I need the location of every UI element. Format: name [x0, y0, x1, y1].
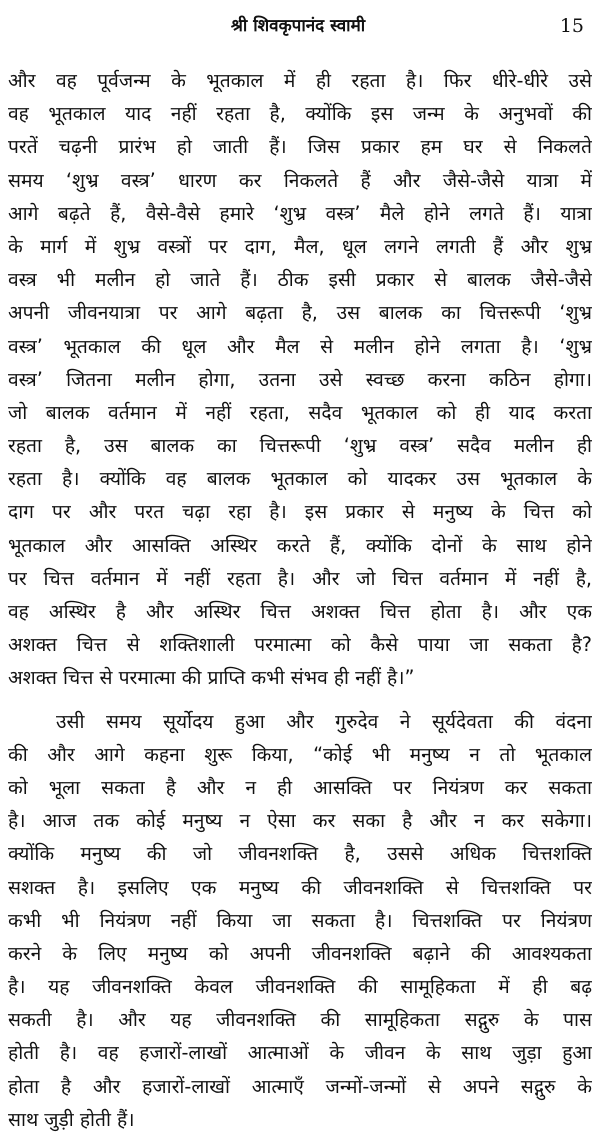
text-line: करने के लिए मनुष्य को अपनी जीवनशक्ति बढ़ाने की आवश्यकता	[8, 941, 592, 965]
text-line: दाग पर और परत चढ़ा रहा है। इस प्रकार से मनुष्य के चित्त को	[8, 500, 592, 524]
text-line: पर चित्त वर्तमान में नहीं रहता है। और जो चित्त वर्तमान में नहीं है,	[8, 566, 592, 590]
text-line: अशक्त चित्त से परमात्मा की प्राप्ति कभी संभव ही नहीं है।”	[8, 666, 415, 690]
text-line: वह भूतकाल याद नहीं रहता है, क्योंकि इस जन्म के अनुभवों की	[8, 102, 592, 126]
text-line: कभी भी नियंत्रण नहीं किया जा सकता है। चित्तशक्ति पर नियंत्रण	[8, 908, 592, 932]
body-text	[8, 64, 592, 1136]
text-line: भूतकाल और आसक्ति अस्थिर करते हैं, क्योंकि दोनों के साथ होने	[8, 533, 592, 557]
text-line: वस्त्र भी मलीन हो जाते हैं। ठीक इसी प्रकार से बालक जैसे-जैसे	[8, 268, 592, 292]
text-line: वस्त्र’ जितना मलीन होगा, उतना उसे स्वच्छ करना कठिन होगा।	[8, 367, 592, 391]
paragraph-2	[8, 705, 592, 1136]
text-line: सकती है। और यह जीवनशक्ति की सामूहिकता सद्गुरु के पास	[8, 1008, 592, 1032]
text-line: होता है और हजारों-लाखों आत्माएँ जन्मों-जन्मों से अपने सद्गुरु के	[8, 1074, 592, 1098]
text-line: अपनी जीवनयात्रा पर आगे बढ़ता है, उस बालक का चित्तरूपी ‘शुभ्र	[8, 301, 592, 325]
text-line: परतें चढ़नी प्रारंभ हो जाती हैं। जिस प्रकार हम घर से निकलते	[8, 135, 592, 159]
text-line: होती है। वह हजारों-लाखों आत्माओं के जीवन के साथ जुड़ा हुआ	[8, 1041, 592, 1065]
text-line: जो बालक वर्तमान में नहीं रहता, सदैव भूतकाल को ही याद करता	[8, 400, 592, 424]
text-line: उसी समय सूर्योदय हुआ और गुरुदेव ने सूर्यदेवता की वंदना	[56, 709, 592, 733]
text-line: को भूला सकता है और न ही आसक्ति पर नियंत्रण कर सकता	[8, 775, 592, 799]
text-line: क्योंकि मनुष्य की जो जीवनशक्ति है, उससे अधिक चित्तशक्ति	[8, 842, 592, 866]
text-line: है। आज तक कोई मनुष्य न ऐसा कर सका है और न कर सकेगा।	[8, 809, 592, 833]
text-line: आगे बढ़ते हैं, वैसे-वैसे हमारे ‘शुभ्र वस्त्र’ मैले होने लगते हैं। यात्रा	[8, 201, 592, 225]
text-line: की और आगे कहना शुरू किया, “कोई भी मनुष्य न तो भूतकाल	[8, 742, 592, 766]
paragraph-gap	[8, 695, 592, 705]
text-line: वस्त्र’ भूतकाल की धूल और मैल से मलीन होने लगता है। ‘शुभ्र	[8, 334, 592, 358]
running-head: श्री शिवकृपानंद स्वामी	[230, 16, 366, 36]
text-line: और वह पूर्वजन्म के भूतकाल में ही रहता है। फिर धीरे-धीरे उसे	[8, 69, 592, 92]
text-line: साथ जुड़ी होती हैं।	[8, 1107, 135, 1131]
text-line: है। यह जीवनशक्ति केवल जीवनशक्ति की सामूहिकता में ही बढ़	[8, 975, 592, 999]
text-line: समय ‘शुभ्र वस्त्र’ धारण कर निकलते हैं और जैसे-जैसे यात्रा में	[8, 168, 592, 192]
page-header	[8, 12, 588, 42]
text-line: सशक्त है। इसलिए एक मनुष्य की जीवनशक्ति से चित्तशक्ति पर	[8, 875, 592, 899]
text-line: अशक्त चित्त से शक्तिशाली परमात्मा को कैसे पाया जा सकता है?	[8, 633, 592, 657]
text-line: के मार्ग में शुभ्र वस्त्रों पर दाग, मैल, धूल लगने लगती हैं और शुभ्र	[8, 234, 592, 258]
text-line: वह अस्थिर है और अस्थिर चित्त अशक्त चित्त होता है। और एक	[8, 600, 592, 623]
page-number: 15	[559, 15, 584, 37]
text-line: रहता है, उस बालक का चित्तरूपी ‘शुभ्र वस्त्र’ सदैव मलीन ही	[8, 434, 592, 458]
text-line: रहता है। क्योंकि वह बालक भूतकाल को यादकर उस भूतकाल के	[8, 467, 592, 491]
paragraph-1	[8, 64, 592, 695]
